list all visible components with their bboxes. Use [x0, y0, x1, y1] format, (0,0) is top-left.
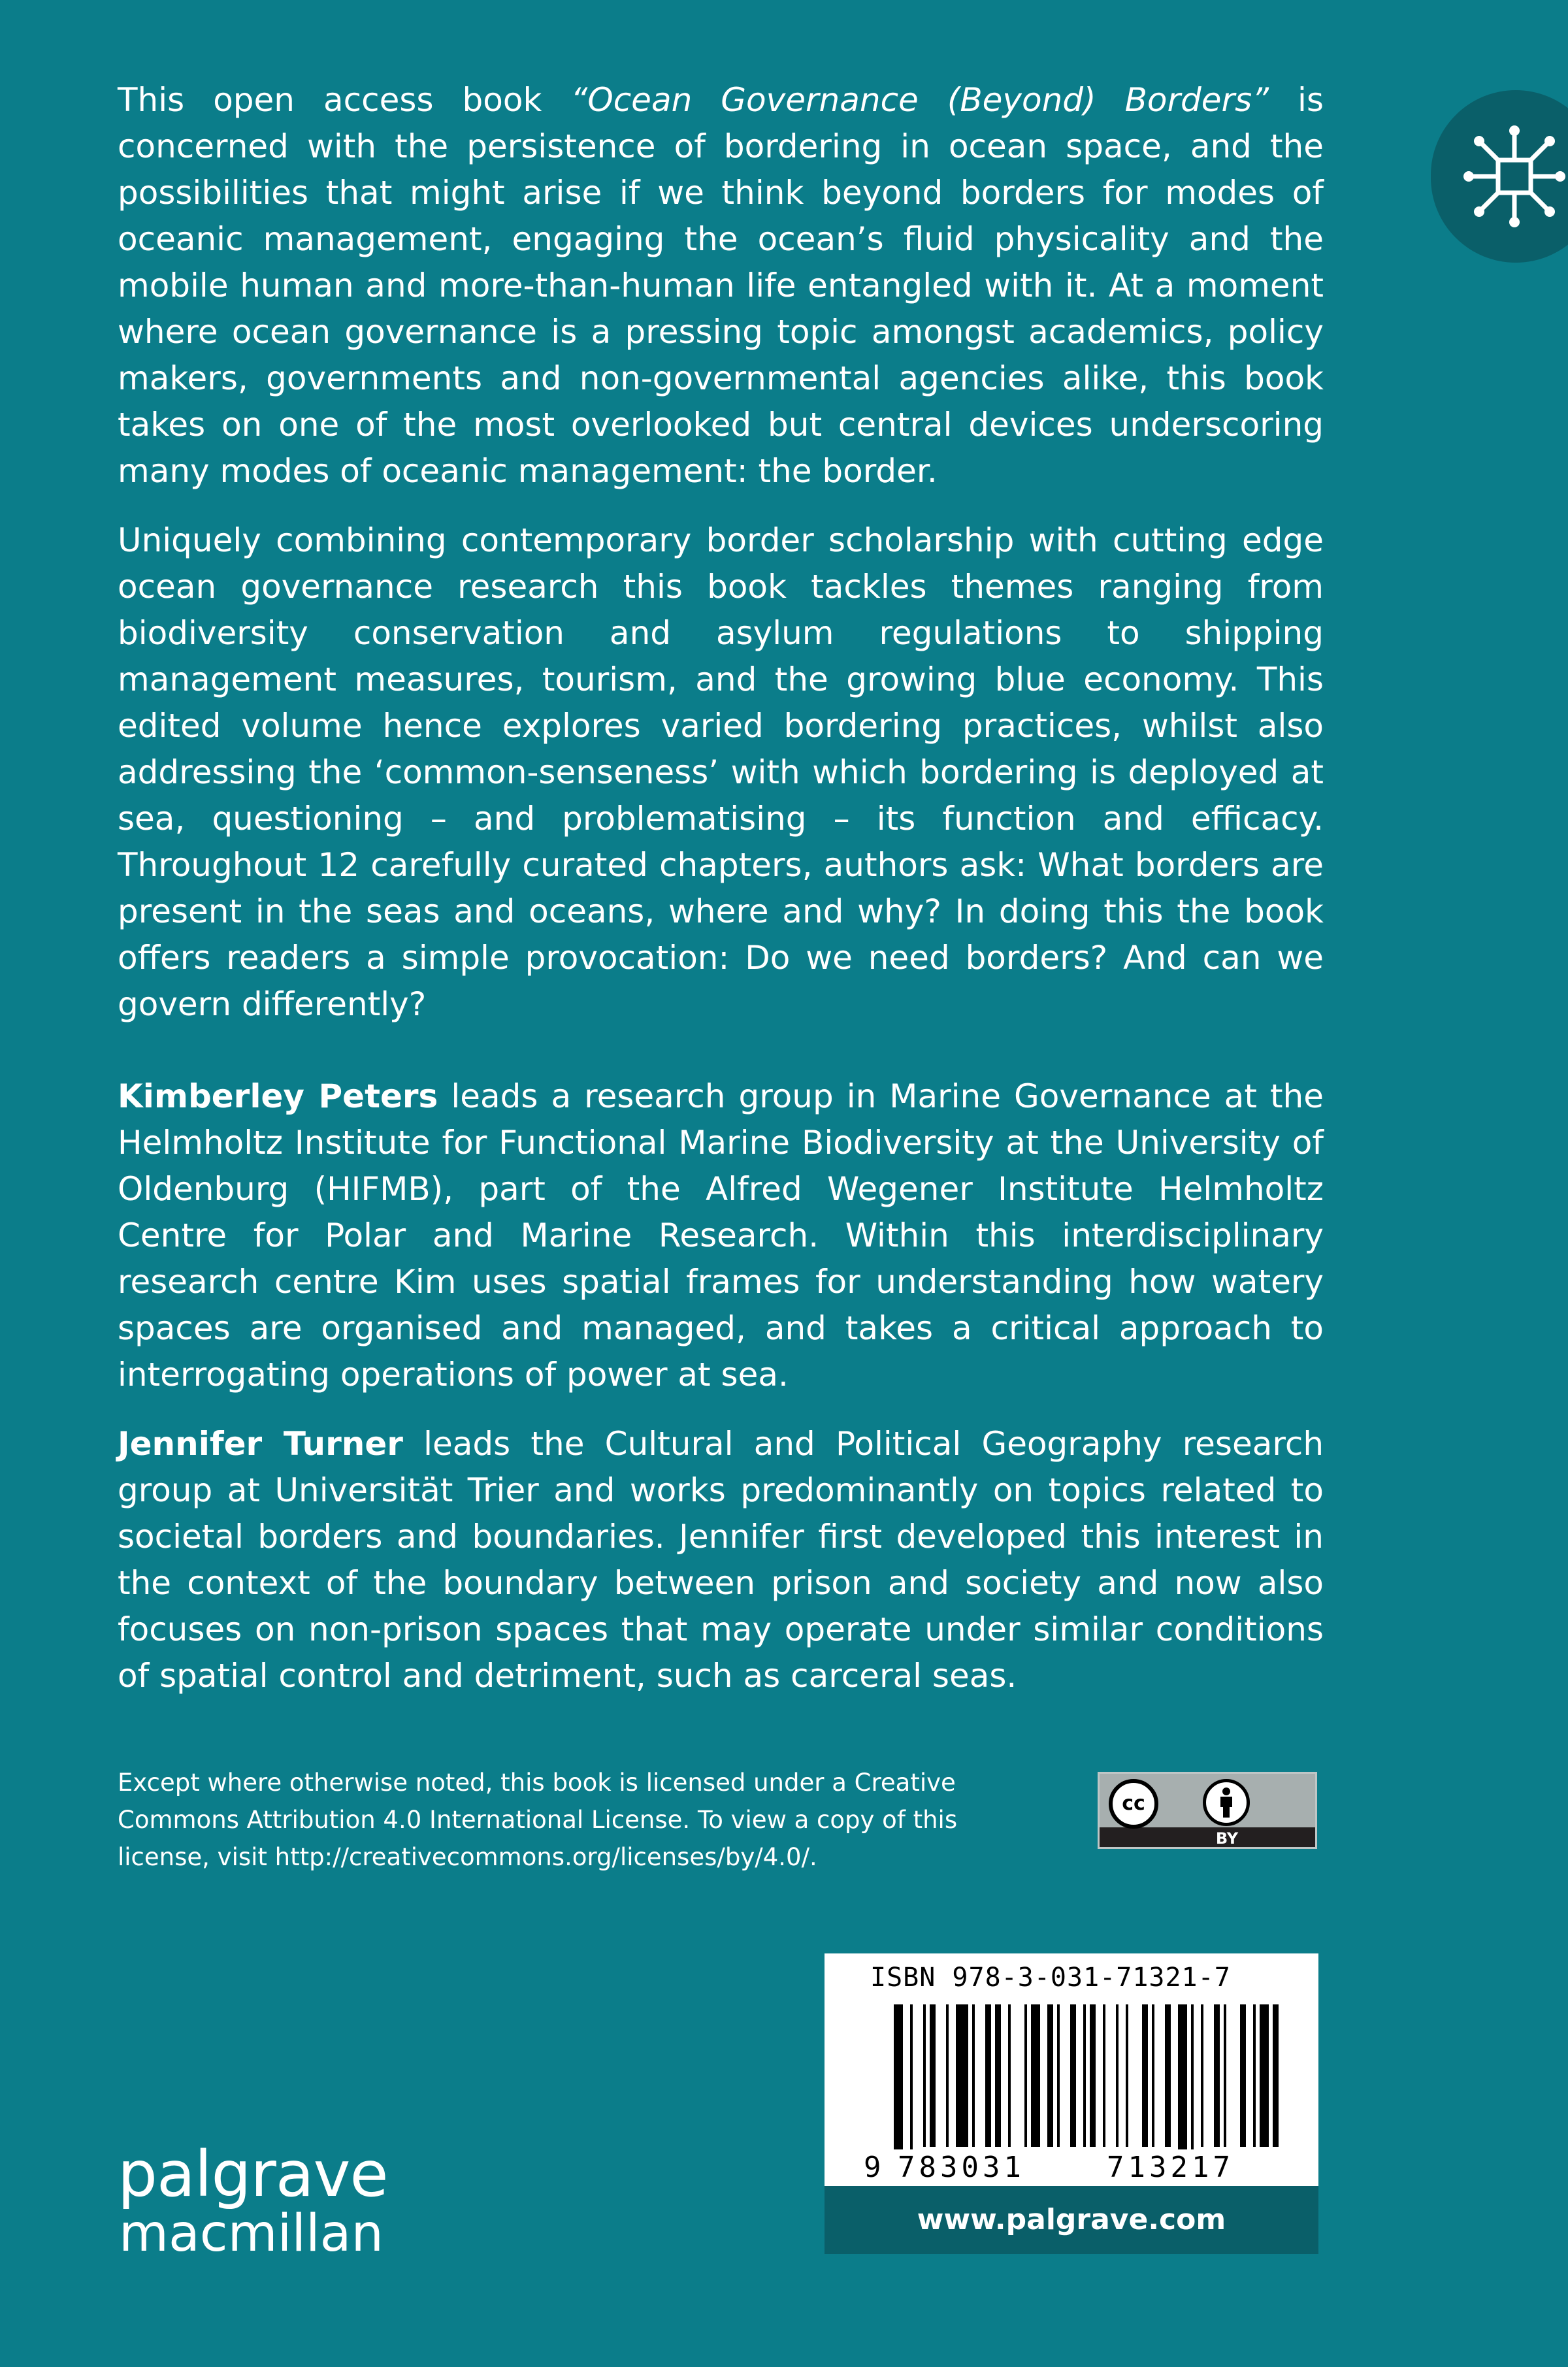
- publisher-name-line2: macmillan: [119, 2204, 384, 2263]
- barcode-bar: [1260, 2004, 1269, 2147]
- barcode-digits-left: 783031: [898, 2151, 1025, 2184]
- blurb-paragraph-2: Uniquely combining contemporary border scholarship with cutting edge ocean governance research this book tackles themes ranging from biodiversity conservation and asylum regulations to shipping management measures, tourism, and the growing blue economy. This edited volume hence explores varied bordering practices, whilst also addressing the ‘common-senseness’ with which bordering is deployed at sea, questioning – and problematising – its function and efficacy. Throughout 12 carefully curated chapters, authors ask: What borders are present in the seas and oceans, where and why? In doing this the book offers readers a simple provocation: Do we need borders? And can we govern differently?: [118, 521, 1324, 1023]
- barcode-bar: [910, 2004, 913, 2149]
- barcode-bar: [985, 2004, 991, 2147]
- publisher-logo: [118, 2138, 388, 2263]
- license-notice: [118, 1764, 967, 1876]
- by-label: BY: [1215, 1829, 1239, 1848]
- publisher-website[interactable]: www.palgrave.com: [825, 2186, 1318, 2254]
- barcode-bar: [1103, 2004, 1105, 2147]
- barcode-bar: [995, 2004, 1001, 2147]
- barcode-bar: [1152, 2004, 1154, 2147]
- blurb-p1-rest: is concerned with the persistence of bordering in ocean space, and the possibilities that might arise if we think beyond borders for modes of oceanic management, engaging the ocean’s fluid physicality and the mobile human and more-than-human life entangled with it. At a moment where ocean governance is a pressing topic amongst academics, policy makers, governments and non-governmental agencies alike, this book takes on one of the most overlooked but central devices underscoring many modes of oceanic management: the border.: [118, 81, 1324, 490]
- author-name: Kimberley Peters: [118, 1077, 438, 1115]
- isbn-text: ISBN 978-3-031-71321-7: [870, 1963, 1231, 1993]
- barcode-bar: [1031, 2004, 1040, 2147]
- barcode-bar: [1126, 2004, 1128, 2147]
- series-tab: [1431, 90, 1568, 263]
- barcode-bar: [972, 2004, 975, 2147]
- cc-by-badge: [1098, 1772, 1317, 1849]
- author-bio-2: [118, 1421, 1324, 1699]
- barcode-bar: [1214, 2004, 1220, 2147]
- barcode-bar: [1070, 2004, 1076, 2147]
- blurb-text: [118, 77, 1324, 1699]
- barcode-bar: [1090, 2004, 1096, 2147]
- barcode-digit-first: 9: [864, 2151, 881, 2184]
- blurb-p1-lead: This open access book: [118, 81, 571, 119]
- barcode-bar: [1253, 2004, 1256, 2147]
- barcode-bar: [1057, 2004, 1060, 2147]
- barcode-bar: [1083, 2004, 1086, 2147]
- barcode-bar: [1178, 2004, 1187, 2149]
- barcode-bar: [923, 2004, 926, 2147]
- author-bio-1: [118, 1073, 1324, 1398]
- blurb-paragraph-1: [118, 77, 1324, 495]
- barcode: [825, 1953, 1318, 2149]
- barcode-bar: [1116, 2004, 1119, 2147]
- barcode-bar: [946, 2004, 949, 2147]
- attribution-person-icon: [1203, 1779, 1250, 1826]
- network-node-icon: [1462, 124, 1567, 229]
- license-line: license, visit http://creativecommons.org/licenses/by/4.0/.: [118, 1843, 817, 1871]
- barcode-bar: [1273, 2004, 1279, 2147]
- publisher-name-line1: palgrave: [118, 2138, 388, 2211]
- isbn-barcode: [825, 1953, 1318, 2186]
- barcode-bar: [1240, 2004, 1246, 2147]
- author-bio-text: leads the Cultural and Political Geography research group at Universität Trier and works predominantly on topics related to societal borders and boundaries. Jennifer first developed this interest in the context of the boundary between prison and society and now also focuses on non-prison spaces that may operate under similar conditions of spatial control and detriment, such as carceral seas.: [118, 1425, 1324, 1695]
- license-line: Commons Attribution 4.0 International License. To view a copy of this: [118, 1806, 958, 1834]
- barcode-bar: [1024, 2004, 1027, 2147]
- barcode-bar: [930, 2004, 936, 2147]
- barcode-bar: [956, 2004, 968, 2147]
- barcode-bar: [1165, 2004, 1171, 2147]
- barcode-bar: [1224, 2004, 1226, 2147]
- author-name: Jennifer Turner: [118, 1425, 403, 1463]
- barcode-bar: [1008, 2004, 1011, 2147]
- book-title: “Ocean Governance (Beyond) Borders”: [570, 81, 1269, 119]
- barcode-bar: [894, 2004, 903, 2149]
- license-line: Except where otherwise noted, this book is licensed under a Creative: [118, 1769, 956, 1797]
- barcode-bar: [1191, 2004, 1194, 2149]
- barcode-bar: [1142, 2004, 1148, 2147]
- barcode-bar: [1047, 2004, 1053, 2147]
- barcode-bar: [1201, 2004, 1203, 2147]
- barcode-digits-right: 713217: [1107, 2151, 1234, 2184]
- author-bio-text: leads a research group in Marine Governance at the Helmholtz Institute for Functional Marine Biodiversity at the University of Oldenburg (HIFMB), part of the Alfred Wegener Institute Helmholtz Centre for Polar and Marine Research. Within this interdisciplinary research centre Kim uses spatial frames for understanding how watery spaces are organised and managed, and takes a critical approach to interrogating operations of power at sea.: [118, 1077, 1324, 1394]
- creative-commons-icon: cc: [1109, 1779, 1158, 1829]
